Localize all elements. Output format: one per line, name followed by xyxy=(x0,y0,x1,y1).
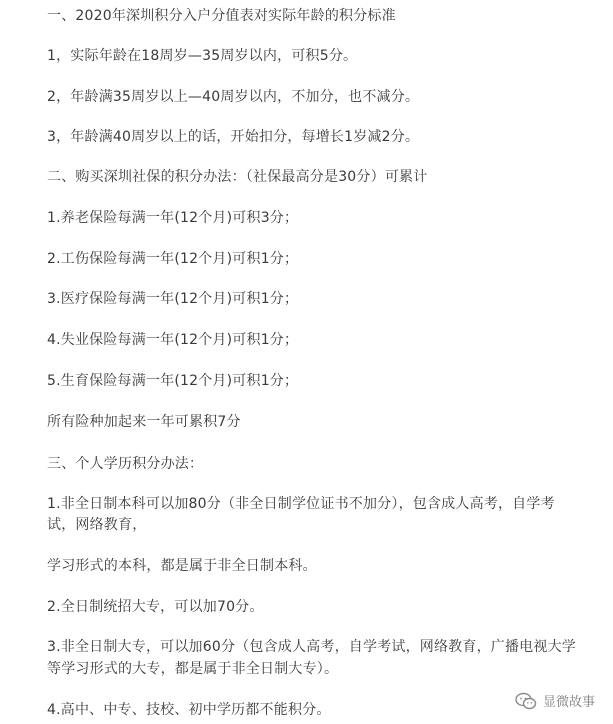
education-rule-3-line-2: 等学习形式的大专，都是属于非全日制大专）。 xyxy=(47,661,339,677)
education-rule-3-line-1: 3.非全日制大专，可以加60分（包含成人高考，自学考试，网络教育，广播电视大学 xyxy=(47,639,576,655)
insurance-rule-2: 2.工伤保险每满一年(12个月)可积1分； xyxy=(47,251,299,267)
education-rule-2: 2.全日制统招大专，可以加70分。 xyxy=(47,599,264,615)
insurance-total: 所有险种加起来一年可累积7分 xyxy=(47,414,241,430)
section-2-heading: 二、购买深圳社保的积分办法：（社保最高分是30分）可累计 xyxy=(47,169,428,185)
education-rule-1-line-2: 试，网络教育， xyxy=(47,517,147,533)
insurance-rule-3: 3.医疗保险每满一年(12个月)可积1分； xyxy=(47,291,299,307)
age-rule-3: 3，年龄满40周岁以上的话，开始扣分，每增长1岁减2分。 xyxy=(47,129,420,145)
age-rule-2: 2，年龄满35周岁以上—40周岁以内，不加分，也不减分。 xyxy=(47,89,420,105)
section-1-heading: 一、2020年深圳积分入户分值表对实际年龄的积分标准 xyxy=(47,8,396,24)
age-rule-1: 1，实际年龄在18周岁—35周岁以内，可积5分。 xyxy=(47,48,358,64)
education-rule-1-line-3: 学习形式的本科，都是属于非全日制本科。 xyxy=(47,558,317,574)
insurance-rule-5: 5.生育保险每满一年(12个月)可积1分； xyxy=(47,373,299,389)
section-3-heading: 三、个人学历积分办法： xyxy=(47,456,204,472)
wechat-icon xyxy=(515,692,537,710)
watermark xyxy=(515,691,595,710)
education-rule-4: 4.高中、中专、技校、初中学历都不能积分。 xyxy=(47,702,331,718)
education-rule-1-line-1: 1.非全日制本科可以加80分（非全日制学位证书不加分），包含成人高考，自学考 xyxy=(47,496,555,512)
insurance-rule-1: 1.养老保险每满一年(12个月)可积3分； xyxy=(47,210,299,226)
insurance-rule-4: 4.失业保险每满一年(12个月)可积1分； xyxy=(47,332,299,348)
watermark-text: 显微故事 xyxy=(542,695,595,710)
